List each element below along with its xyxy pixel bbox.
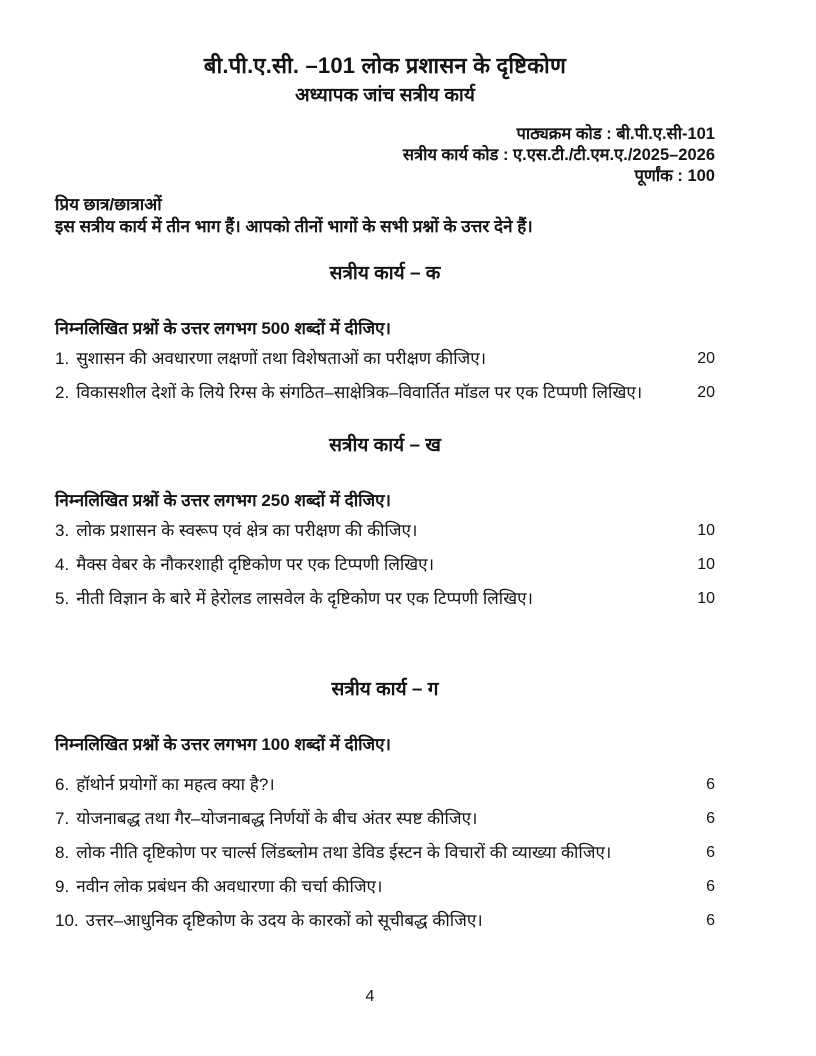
question-text: नीती विज्ञान के बारे में हेरोलड लासवेल के दृष्टिकोण पर एक टिप्पणी लिखिए। [76, 589, 533, 608]
question-number: 2. [55, 383, 70, 402]
assignment-code-line: सत्रीय कार्य कोड : ए.एस.टी./टी.एम.ए./2025–2026 [402, 146, 715, 164]
section-c-heading: सत्रीय कार्य – ग [331, 679, 439, 700]
question-text: विकासशील देशों के लिये रिग्स के संगठित–साक्षेत्रिक–विवार्तित मॉडल पर एक टिप्पणी लिखिए। [76, 383, 643, 402]
question-number: 7. [55, 809, 70, 828]
page-number: 4 [365, 988, 375, 1005]
question-marks: 10 [697, 522, 715, 539]
question-text: उत्तर–आधुनिक दृष्टिकोण के उदय के कारकों को सूचीबद्ध कीजिए। [85, 911, 483, 930]
question-row-10 [55, 904, 715, 938]
question-marks: 20 [697, 350, 715, 367]
question-text: सुशासन की अवधारणा लक्षणों तथा विशेषताओं का परीक्षण कीजिए। [76, 349, 487, 368]
question-number: 3. [55, 521, 70, 540]
question-number: 6. [55, 775, 70, 794]
question-row-3 [55, 514, 715, 548]
question-marks: 20 [697, 384, 715, 401]
question-row-8 [55, 836, 715, 870]
course-title: बी.पी.ए.सी. –101 लोक प्रशासन के दृष्टिकोण [203, 53, 567, 78]
question-text: लोक नीति दृष्टिकोण पर चार्ल्स लिंडब्लोम तथा डेविड ईस्टन के विचारों की व्याख्या कीजिए। [76, 843, 612, 862]
question-marks: 6 [706, 878, 715, 895]
question-number: 8. [55, 843, 70, 862]
question-row-5 [55, 582, 715, 616]
question-text: मैक्स वेबर के नौकरशाही दृष्टिकोण पर एक टिप्पणी लिखिए। [76, 555, 435, 574]
question-text: लोक प्रशासन के स्वरूप एवं क्षेत्र का परीक्षण की कीजिए। [76, 521, 418, 540]
question-row-7 [55, 802, 715, 836]
page-content [55, 52, 715, 938]
question-number: 1. [55, 349, 70, 368]
question-number: 5. [55, 589, 70, 608]
section-c-instruction: निम्नलिखित प्रश्नों के उत्तर लगभग 100 शब्दों में दीजिए। [55, 735, 391, 754]
question-marks: 6 [706, 776, 715, 793]
section-a-heading: सत्रीय कार्य – क [329, 263, 441, 284]
max-marks-line: पूर्णांक : 100 [634, 167, 715, 185]
question-marks: 6 [706, 844, 715, 861]
question-marks: 6 [706, 912, 715, 929]
intro-note: इस सत्रीय कार्य में तीन भाग हैं। आपको तीनों भागों के सभी प्रश्नों के उत्तर देने हैं। [55, 217, 533, 236]
question-marks: 10 [697, 590, 715, 607]
question-text: हॉथोर्न प्रयोगों का महत्व क्या है?। [76, 775, 275, 794]
section-b-instruction: निम्नलिखित प्रश्नों के उत्तर लगभग 250 शब्दों में दीजिए। [55, 491, 391, 510]
question-number: 9. [55, 877, 70, 896]
question-marks: 6 [706, 810, 715, 827]
question-marks: 10 [697, 556, 715, 573]
question-row-4 [55, 548, 715, 582]
course-code-line: पाठ्यक्रम कोड : बी.पी.ए.सी-101 [516, 125, 715, 143]
question-row-2 [55, 376, 715, 410]
question-number: 4. [55, 555, 70, 574]
section-a-instruction: निम्नलिखित प्रश्नों के उत्तर लगभग 500 शब्दों में दीजिए। [55, 319, 391, 338]
question-text: योजनाबद्ध तथा गैर–योजनाबद्ध निर्णयों के बीच अंतर स्पष्ट कीजिए। [76, 809, 478, 828]
section-b-heading: सत्रीय कार्य – ख [329, 435, 441, 456]
question-row-9 [55, 870, 715, 904]
assignment-subtitle: अध्यापक जांच सत्रीय कार्य [295, 85, 475, 106]
question-row-6 [55, 768, 715, 802]
question-number: 10. [55, 911, 79, 930]
salutation: प्रिय छात्र/छात्राओं [55, 195, 162, 214]
question-row-1 [55, 342, 715, 376]
meta-block [55, 124, 715, 187]
question-text: नवीन लोक प्रबंधन की अवधारणा की चर्चा कीजिए। [76, 877, 383, 896]
